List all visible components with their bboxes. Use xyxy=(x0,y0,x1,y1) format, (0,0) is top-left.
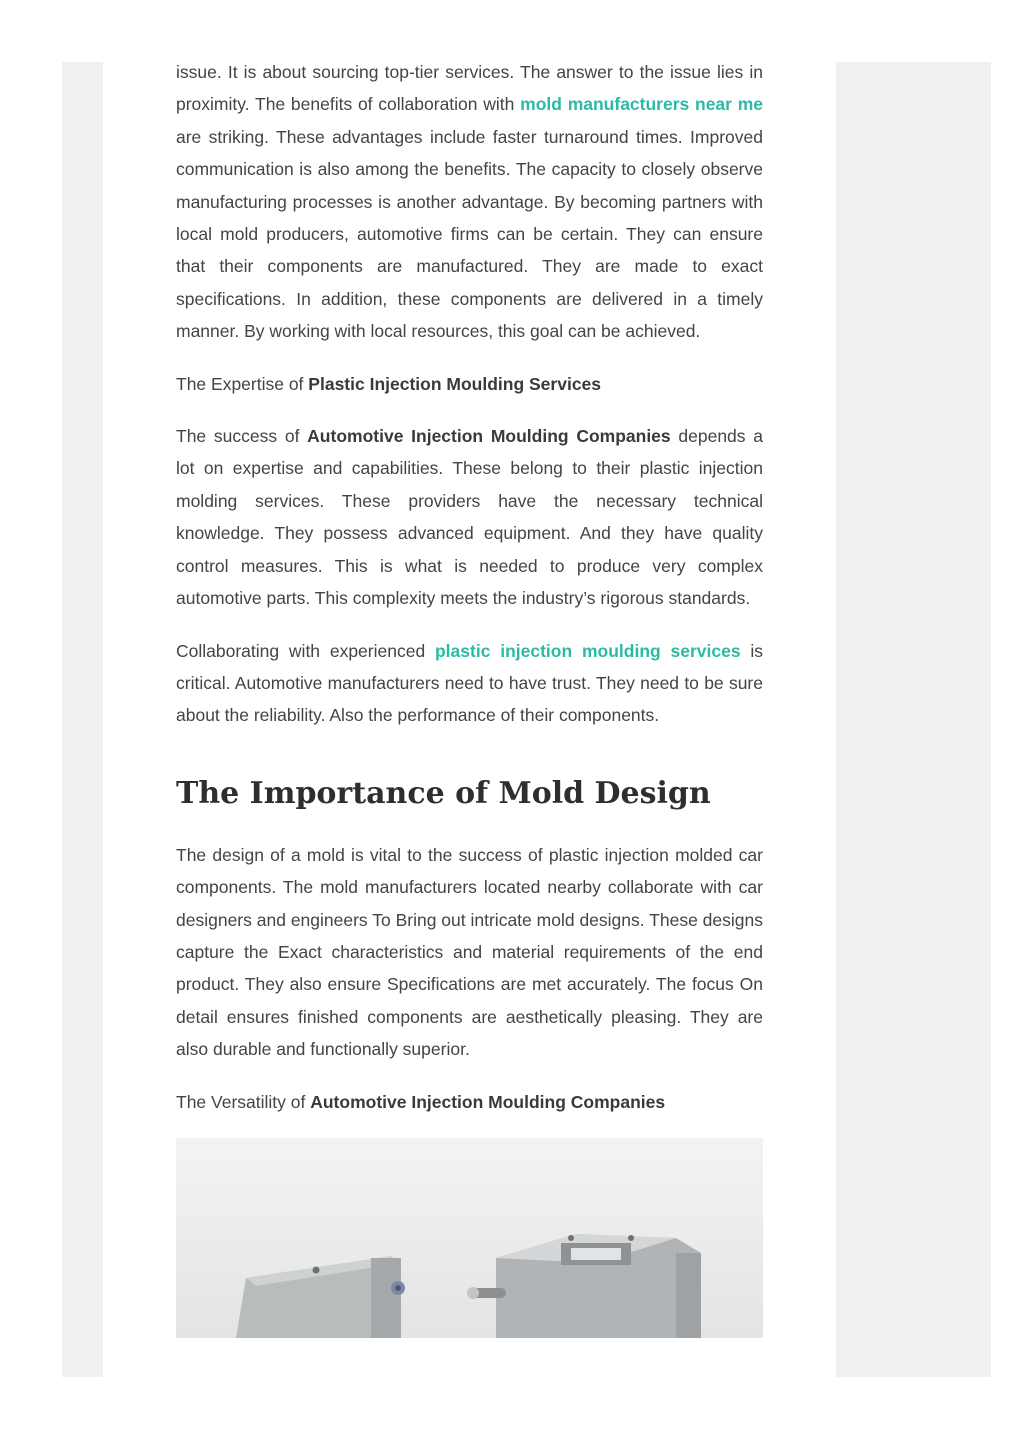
paragraph-text: The Versatility of xyxy=(176,1091,311,1112)
paragraph-versatility-title xyxy=(176,1086,763,1118)
right-mold-block xyxy=(467,1234,701,1338)
mold-photo xyxy=(176,1138,763,1338)
bold-automotive-injection-moulding-companies: Automotive Injection Moulding Companies xyxy=(307,426,671,447)
paragraph-text: Collaborating with experienced xyxy=(176,640,435,661)
right-side-panel xyxy=(836,62,991,1377)
paragraph-text: depends a lot on expertise and capabilities. These belong to their plastic injection molding services. These providers have the necessary technical knowledge. They possess advanced equipment. And they have quality control measures. This is what is needed to produce very complex automotive parts. This complexity meets the industry’s rigorous standards. xyxy=(176,426,763,609)
bold-plastic-injection-moulding-services: Plastic Injection Moulding Services xyxy=(308,373,602,394)
paragraph-text: issue. It is about sourcing top-tier services. The answer to the issue lies in proximity. The benefits of collaboration with xyxy=(176,62,763,115)
section-heading-mold-design: The Importance of Mold Design xyxy=(176,775,711,811)
mold-illustration xyxy=(176,1138,763,1338)
left-mold-block xyxy=(236,1256,405,1338)
link-plastic-injection-moulding-services[interactable]: plastic injection moulding services xyxy=(434,640,741,661)
left-side-panel xyxy=(62,62,103,1377)
paragraph-proximity xyxy=(176,56,763,348)
link-mold-manufacturers-near-me[interactable]: mold manufacturers near me xyxy=(520,94,763,115)
paragraph-text: The success of xyxy=(176,426,308,447)
article-body xyxy=(176,56,763,1377)
paragraph-expertise-title xyxy=(176,368,763,400)
paragraph-text: The design of a mold is vital to the success of plastic injection molded car components. The mold manufacturers located nearby collaborate with car designers and engineers To Bring out intricate mold designs. These designs capture the Exact characteristics and material requirements of the end product. They also ensure Specifications are met accurately. The focus On detail ensures finished components are aesthetically pleasing. They are also durable and functionally superior. xyxy=(176,844,763,1060)
paragraph-text: is critical. Automotive manufacturers need to have trust. They need to be sure about the reliability. Also the performance of their components. xyxy=(176,640,763,726)
paragraph-mold-design xyxy=(176,839,763,1066)
bold-automotive-injection-moulding-companies: Automotive Injection Moulding Companies xyxy=(310,1091,666,1112)
paragraph-collaborating xyxy=(176,635,763,732)
paragraph-success xyxy=(176,420,763,614)
paragraph-text: are striking. These advantages include faster turnaround times. Improved communication is also among the benefits. The capacity to closely observe manufacturing processes is another advantage. By becoming partners with local mold producers, automotive firms can be certain. They can ensure that their components are manufactured. They are made to exact specifications. In addition, these components are delivered in a timely manner. By working with local resources, this goal can be achieved. xyxy=(176,126,763,342)
paragraph-text: The Expertise of xyxy=(176,373,309,394)
